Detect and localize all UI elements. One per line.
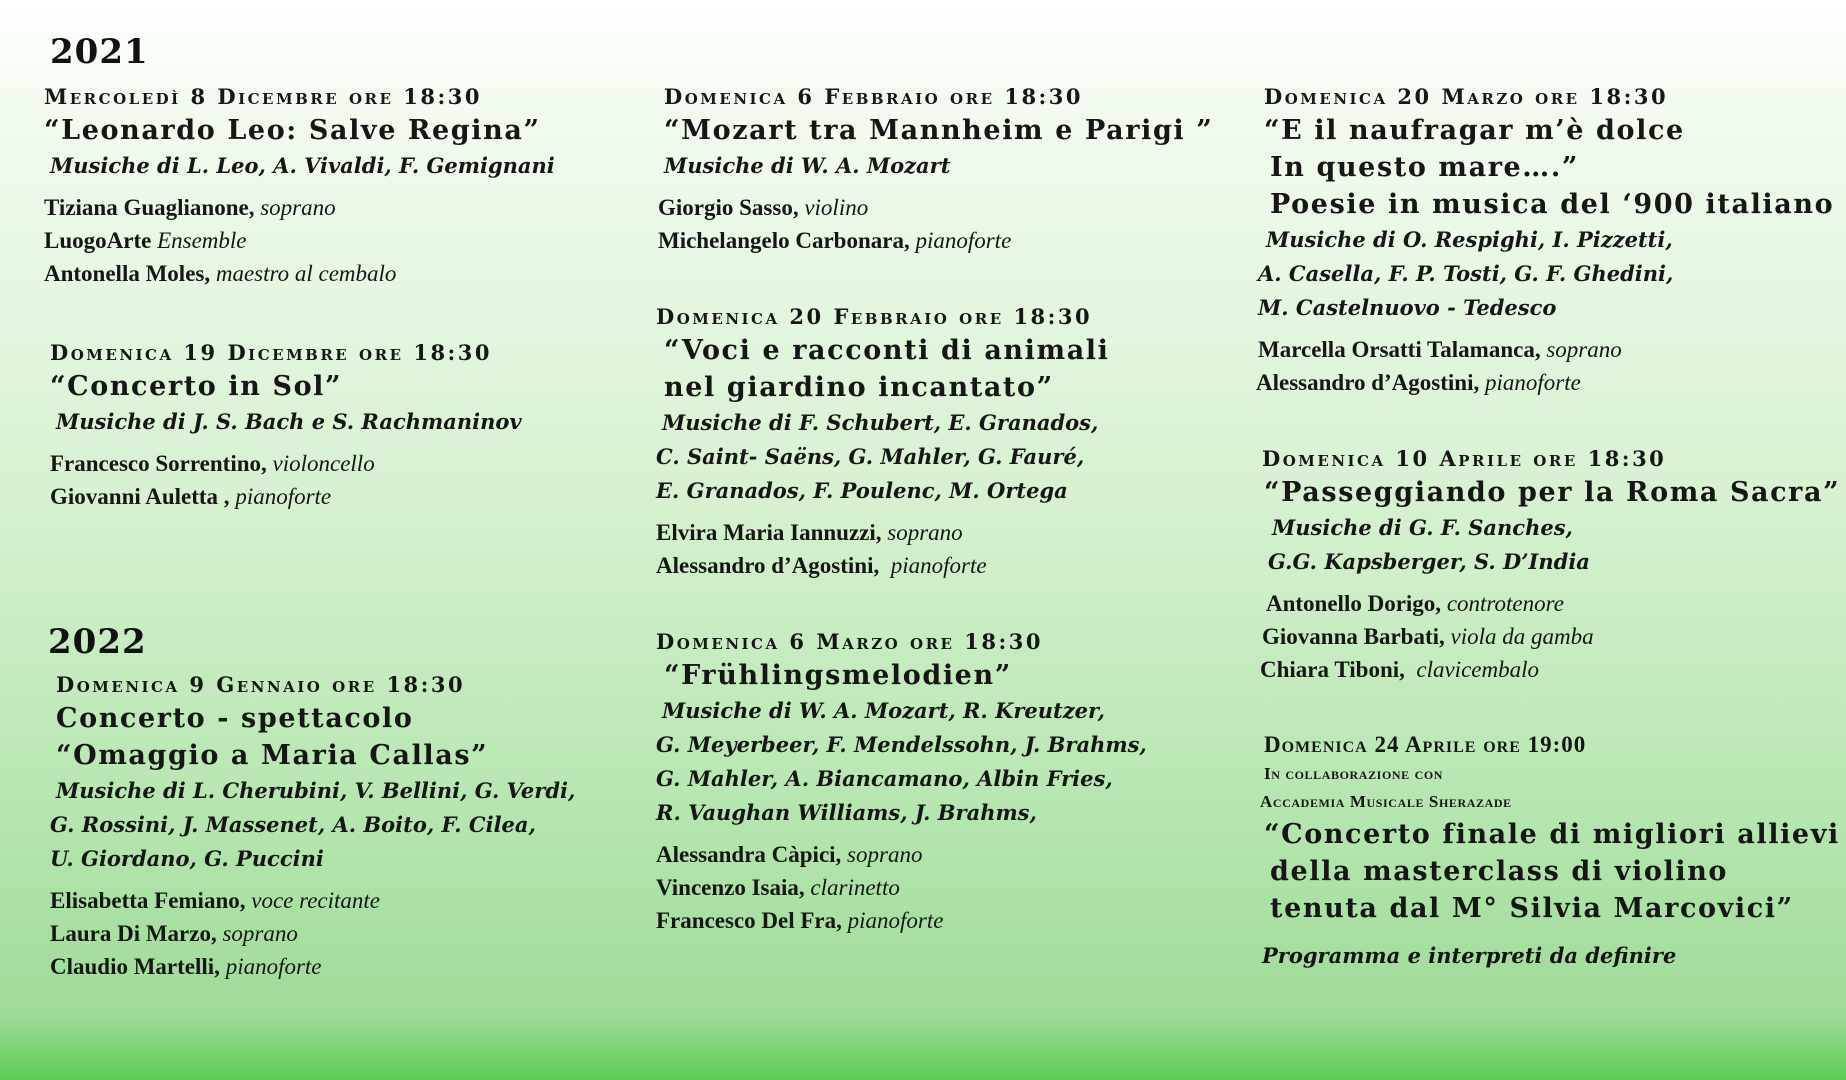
collaboration-line: In collaborazione con (1264, 764, 1444, 783)
concert-date: Mercoledì 8 Dicembre ore 18:30 (44, 84, 482, 109)
performer: Tiziana Guaglianone, soprano (44, 195, 336, 220)
performer-list (44, 191, 555, 290)
performer: Alessandro d’Agostini, pianoforte (1256, 370, 1581, 395)
program-line: G. Mahler, A. Biancamano, Albin Fries, (656, 766, 1113, 791)
concert-date: Domenica 20 Marzo ore 18:30 (1264, 84, 1669, 109)
program-line: Musiche di J. S. Bach e S. Rachmaninov (56, 409, 522, 434)
concert-title (1262, 474, 1840, 511)
concert-title-line: “Omaggio a Maria Callas” (56, 740, 489, 771)
concert-program (1258, 223, 1834, 325)
performer: Vincenzo Isaia, clarinetto (656, 875, 900, 900)
concert-date: Domenica 10 Aprile ore 18:30 (1262, 446, 1667, 471)
concert-title-line: “Concerto finale di migliori allievi (1264, 819, 1840, 850)
program-line: Musiche di W. A. Mozart (664, 153, 951, 178)
performer: Laura Di Marzo, soprano (50, 921, 298, 946)
concert-title-line: “Leonardo Leo: Salve Regina” (44, 115, 541, 146)
program-line: Musiche di W. A. Mozart, R. Kreutzer, (662, 698, 1105, 723)
program-line: U. Giordano, G. Puccini (50, 846, 324, 871)
performer-list (1258, 333, 1834, 399)
program-line: Musiche di O. Respighi, I. Pizzetti, (1266, 227, 1673, 252)
concert-date: Domenica 19 Dicembre ore 18:30 (50, 340, 493, 365)
concert-date: Domenica 24 Aprile ore 19:00 (1264, 732, 1587, 757)
program-note: Programma e interpreti da definire (1262, 943, 1677, 968)
performer: Claudio Martelli, pianoforte (50, 954, 322, 979)
performer: Francesco Sorrentino, violoncello (50, 451, 375, 476)
concert-date: Domenica 6 Marzo ore 18:30 (656, 629, 1044, 654)
performer: Alessandra Càpici, soprano (656, 842, 923, 867)
concert-title (1264, 816, 1840, 927)
concert-program (50, 774, 575, 876)
concert-title-line: nel giardino incantato” (664, 372, 1054, 403)
concert-title (44, 112, 555, 149)
program-line: M. Castelnuovo - Tedesco (1258, 295, 1557, 320)
concert-program (656, 406, 1110, 508)
performer: Giovanni Auletta , pianoforte (50, 484, 332, 509)
concert-title-line: Poesie in musica del ‘900 italiano (1270, 189, 1835, 220)
concert-title-line: In questo mare….” (1270, 152, 1580, 183)
concert-date: Domenica 20 Febbraio ore 18:30 (656, 304, 1093, 329)
concert-card-10-aprile (1262, 444, 1840, 686)
program-line: G. Meyerbeer, F. Mendelssohn, J. Brahms, (656, 732, 1147, 757)
concert-title-line: “Voci e racconti di animali (664, 335, 1110, 366)
concert-title-line: “E il naufragar m’è dolce (1264, 115, 1685, 146)
concert-title-line: “Concerto in Sol” (50, 371, 343, 402)
program-line: A. Casella, F. P. Tosti, G. F. Ghedini, (1258, 261, 1674, 286)
concert-card-9-gennaio (50, 670, 576, 983)
concert-title-line: Concerto - spettacolo (56, 703, 414, 734)
concert-program (1262, 511, 1840, 579)
program-line: G.G. Kapsberger, S. D’India (1268, 549, 1590, 574)
performer-list (658, 191, 1213, 257)
concert-date: Domenica 6 Febbraio ore 18:30 (664, 84, 1084, 109)
year-heading-2022: 2022 (48, 622, 147, 662)
concert-program (664, 149, 1213, 183)
performer: Elisabetta Femiano, voce recitante (50, 888, 381, 913)
concert-title (664, 112, 1213, 149)
collaboration-note (1260, 760, 1840, 816)
concert-title-line: tenuta dal M° Silvia Marcovici” (1270, 893, 1794, 924)
performer: Alessandro d’Agostini, pianoforte (656, 553, 987, 578)
performer-list (50, 447, 522, 513)
concert-title (56, 700, 575, 774)
performer: Francesco Del Fra, pianoforte (656, 908, 944, 933)
performer: LuogoArte Ensemble (44, 228, 247, 253)
concert-card-20-marzo (1256, 82, 1835, 399)
program-line: R. Vaughan Williams, J. Brahms, (656, 800, 1037, 825)
performer: Elvira Maria Iannuzzi, soprano (656, 520, 963, 545)
performer: Antonella Moles, maestro al cembalo (44, 261, 397, 286)
concert-title (656, 657, 1147, 694)
performer: Giovanna Barbati, viola da gamba (1262, 624, 1594, 649)
concert-card-20-febbraio (656, 302, 1110, 582)
performer-list (656, 838, 1147, 937)
performer: Chiara Tiboni, clavicembalo (1260, 657, 1539, 682)
concert-date: Domenica 9 Gennaio ore 18:30 (56, 672, 466, 697)
year-heading-2021: 2021 (50, 32, 149, 72)
concert-card-6-febbraio (658, 82, 1214, 257)
performer-list (1262, 587, 1840, 686)
program-line: C. Saint- Saëns, G. Mahler, G. Fauré, (656, 444, 1085, 469)
performer-list (50, 884, 575, 983)
concert-title-line: della masterclass di violino (1270, 856, 1729, 887)
program-line: Musiche di F. Schubert, E. Granados, (662, 410, 1099, 435)
concert-title (656, 332, 1110, 406)
concert-card-19-dicembre (50, 338, 522, 513)
performer: Antonello Dorigo, controtenore (1266, 591, 1564, 616)
program-line: Musiche di G. F. Sanches, (1272, 515, 1573, 540)
concert-program (656, 694, 1147, 830)
program-line: E. Granados, F. Poulenc, M. Ortega (656, 478, 1068, 503)
concert-card-6-marzo (656, 627, 1147, 937)
performer: Michelangelo Carbonara, pianoforte (658, 228, 1012, 253)
performer-list (656, 516, 1110, 582)
program-line: Musiche di L. Leo, A. Vivaldi, F. Gemignani (50, 153, 555, 178)
program-line: G. Rossini, J. Massenet, A. Boito, F. Cilea, (50, 812, 536, 837)
collaboration-line: Accademia Musicale Sherazade (1260, 792, 1512, 811)
concert-title (50, 368, 522, 405)
concert-title-line: “Mozart tra Mannheim e Parigi ” (664, 115, 1214, 146)
concert-card-24-aprile (1260, 730, 1840, 973)
concert-card-8-dicembre (44, 82, 555, 290)
concert-program (44, 149, 555, 183)
program-line: Musiche di L. Cherubini, V. Bellini, G. Verdi, (56, 778, 576, 803)
performer: Giorgio Sasso, violino (658, 195, 869, 220)
concert-title-line: “Passeggiando per la Roma Sacra” (1264, 477, 1841, 508)
performer: Marcella Orsatti Talamanca, soprano (1258, 337, 1622, 362)
concert-program (50, 405, 522, 439)
concert-title-line: “Frühlingsmelodien” (664, 660, 1012, 691)
concert-title (1264, 112, 1834, 223)
